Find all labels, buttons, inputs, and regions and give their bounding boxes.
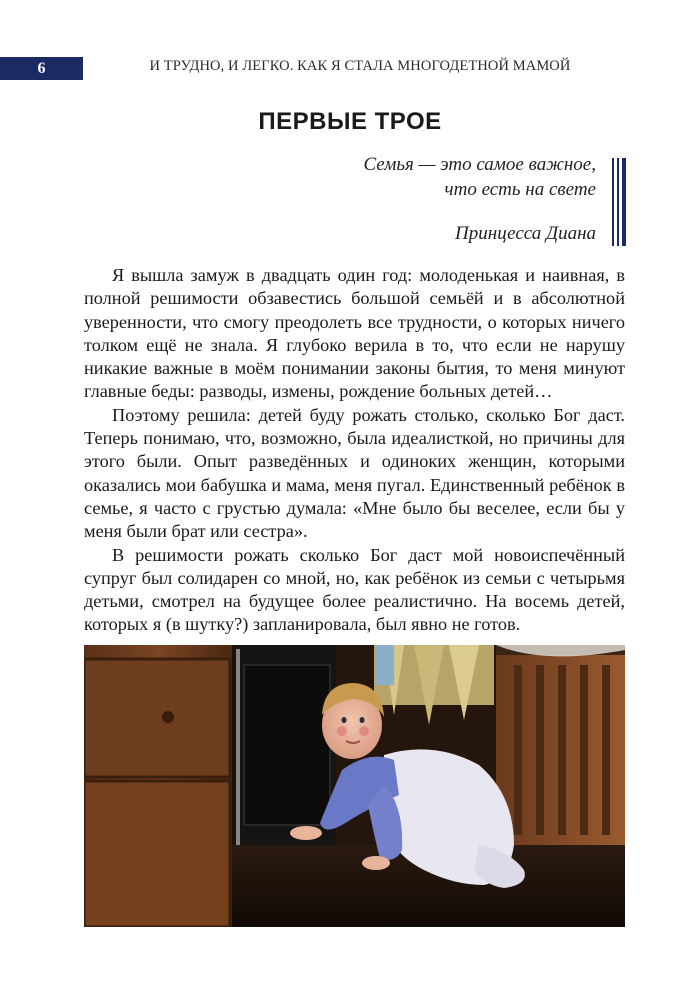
epigraph-line: Семья — это самое важное, <box>363 154 596 175</box>
oven-door <box>244 665 330 825</box>
cabinet-drawer <box>84 659 230 777</box>
epigraph <box>296 152 596 246</box>
epigraph-decorative-bars <box>612 158 626 246</box>
curtain-blue <box>376 645 394 685</box>
epigraph-bar <box>612 158 614 246</box>
paragraph: В решимости рожать сколько Бог даст мой новоиспечённый супруг был солидарен со мной, но, как ребёнок из семьи с четырьмя детьми, смотрел на будущее более реалистично. На восемь детей, которых я (в шутку?) запланировала, был явно не готов. <box>84 544 625 635</box>
epigraph-line: что есть на свете <box>444 179 596 200</box>
epigraph-author: Принцесса Диана <box>455 223 596 244</box>
epigraph-bar <box>622 158 626 246</box>
epigraph-bar <box>617 158 619 246</box>
cabinet-door <box>84 781 230 927</box>
page-number-tab <box>0 57 83 80</box>
photo-illustration <box>84 645 625 927</box>
photo-toddler-kitchen <box>84 645 625 927</box>
running-title: И ТРУДНО, И ЛЕГКО. КАК Я СТАЛА МНОГОДЕТНОЙ МАМОЙ <box>149 58 571 74</box>
paragraph: Поэтому решила: детей буду рожать столько, сколько Бог даст. Теперь понимаю, что, возможно, была идеалисткой, но причины для этого были. Опыт разведённых и одиноких женщин, которыми оказались мои бабушка и мама, меня пугал. Единственный ребёнок в семье, я часто с грустью думала: «Мне было бы веселее, если бы у меня были брат или сестра». <box>84 404 625 542</box>
page-number: 6 <box>37 59 46 77</box>
body-text <box>84 264 625 637</box>
chapter-title: ПЕРВЫЕ ТРОЕ <box>258 108 442 135</box>
cabinet-knob <box>162 711 174 723</box>
paragraph: Я вышла замуж в двадцать один год: молоденькая и наивная, в полной решимости обзавестись большой семьёй и в абсолютной уверенности, что смогу преодолеть все трудности, о которых ничего толком ещё не знала. Я глубоко верила в то, что если не нарушу никакие важные в моём понимании законы бытия, то меня минуют главные беды: разводы, измены, рождение больных детей… <box>84 265 625 402</box>
